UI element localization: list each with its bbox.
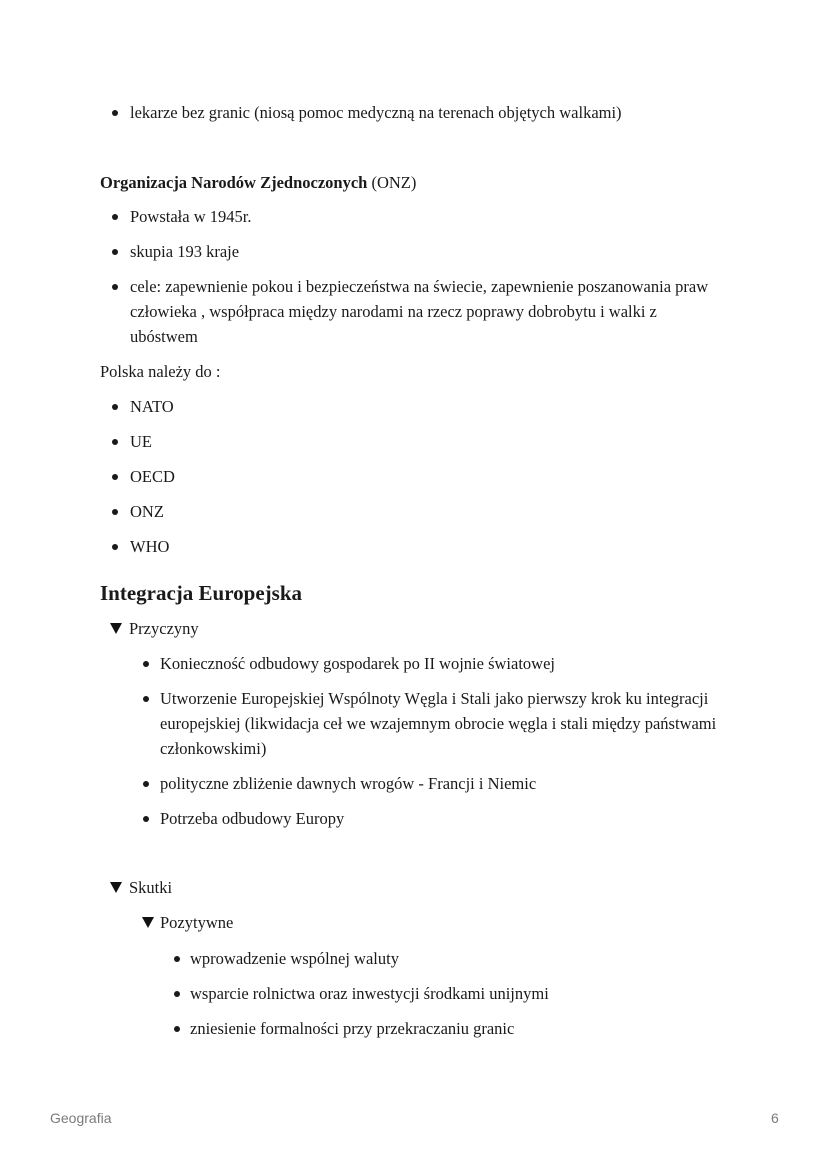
list-item: NATO [130,397,174,416]
section-title-suffix: (ONZ) [367,173,417,192]
footer-title: Geografia [50,1110,112,1126]
list-bullet [143,781,149,787]
list-item: wprowadzenie wspólnej waluty [190,949,399,968]
list-item: wsparcie rolnictwa oraz inwestycji środkami unijnymi [190,984,549,1003]
list-item: Potrzeba odbudowy Europy [160,809,345,828]
list-item: ONZ [130,502,164,521]
page-number: 6 [771,1110,779,1126]
list-bullet [112,474,118,480]
list-bullet [112,249,118,255]
list-bullet [112,509,118,515]
paragraph: Polska należy do : [100,362,221,381]
list-bullet [112,439,118,445]
list-item: Utworzenie Europejskiej Wspólnoty Węgla i Stali jako pierwszy krok ku integracji [160,689,709,708]
list-item-continued: europejskiej (likwidacja ceł we wzajemnym obrocie węgla i stali między państwami [160,714,717,733]
toggle-triangle-icon[interactable] [110,623,122,634]
list-item: Konieczność odbudowy gospodarek po II wojnie światowej [160,654,555,673]
list-bullet [112,214,118,220]
list-bullet [112,284,118,290]
toggle-triangle-icon[interactable] [110,882,122,893]
list-bullet [174,1026,180,1032]
list-item: WHO [130,537,170,556]
list-bullet [143,661,149,667]
section-title-bold: Organizacja Narodów Zjednoczonych [100,173,368,192]
list-item: UE [130,432,152,451]
list-item-continued: człowieka , współpraca między narodami na rzecz poprawy dobrobytu i walki z [130,302,657,321]
toggle-label-pozytywne[interactable]: Pozytywne [160,913,234,932]
list-item: cele: zapewnienie pokou i bezpieczeństwa na świecie, zapewnienie poszanowania praw [130,277,709,296]
toggle-triangle-icon[interactable] [142,917,154,928]
list-item: OECD [130,467,175,486]
toggle-label-przyczyny[interactable]: Przyczyny [129,619,199,638]
list-bullet [112,110,118,116]
section-heading: Integracja Europejska [100,581,303,605]
list-bullet [174,956,180,962]
list-item: zniesienie formalności przy przekraczaniu granic [190,1019,515,1038]
list-item-continued: ubóstwem [130,327,198,346]
list-bullet [112,544,118,550]
list-bullet [143,696,149,702]
list-item: skupia 193 kraje [130,242,240,261]
list-bullet [112,404,118,410]
toggle-label-skutki[interactable]: Skutki [129,878,173,897]
list-bullet [143,816,149,822]
list-item: Powstała w 1945r. [130,207,252,226]
list-item: polityczne zbliżenie dawnych wrogów - Francji i Niemic [160,774,537,793]
list-item-continued: członkowskimi) [160,739,267,758]
list-item: lekarze bez granic (niosą pomoc medyczną na terenach objętych walkami) [130,103,622,122]
section-title-onz [100,170,416,195]
list-bullet [174,991,180,997]
